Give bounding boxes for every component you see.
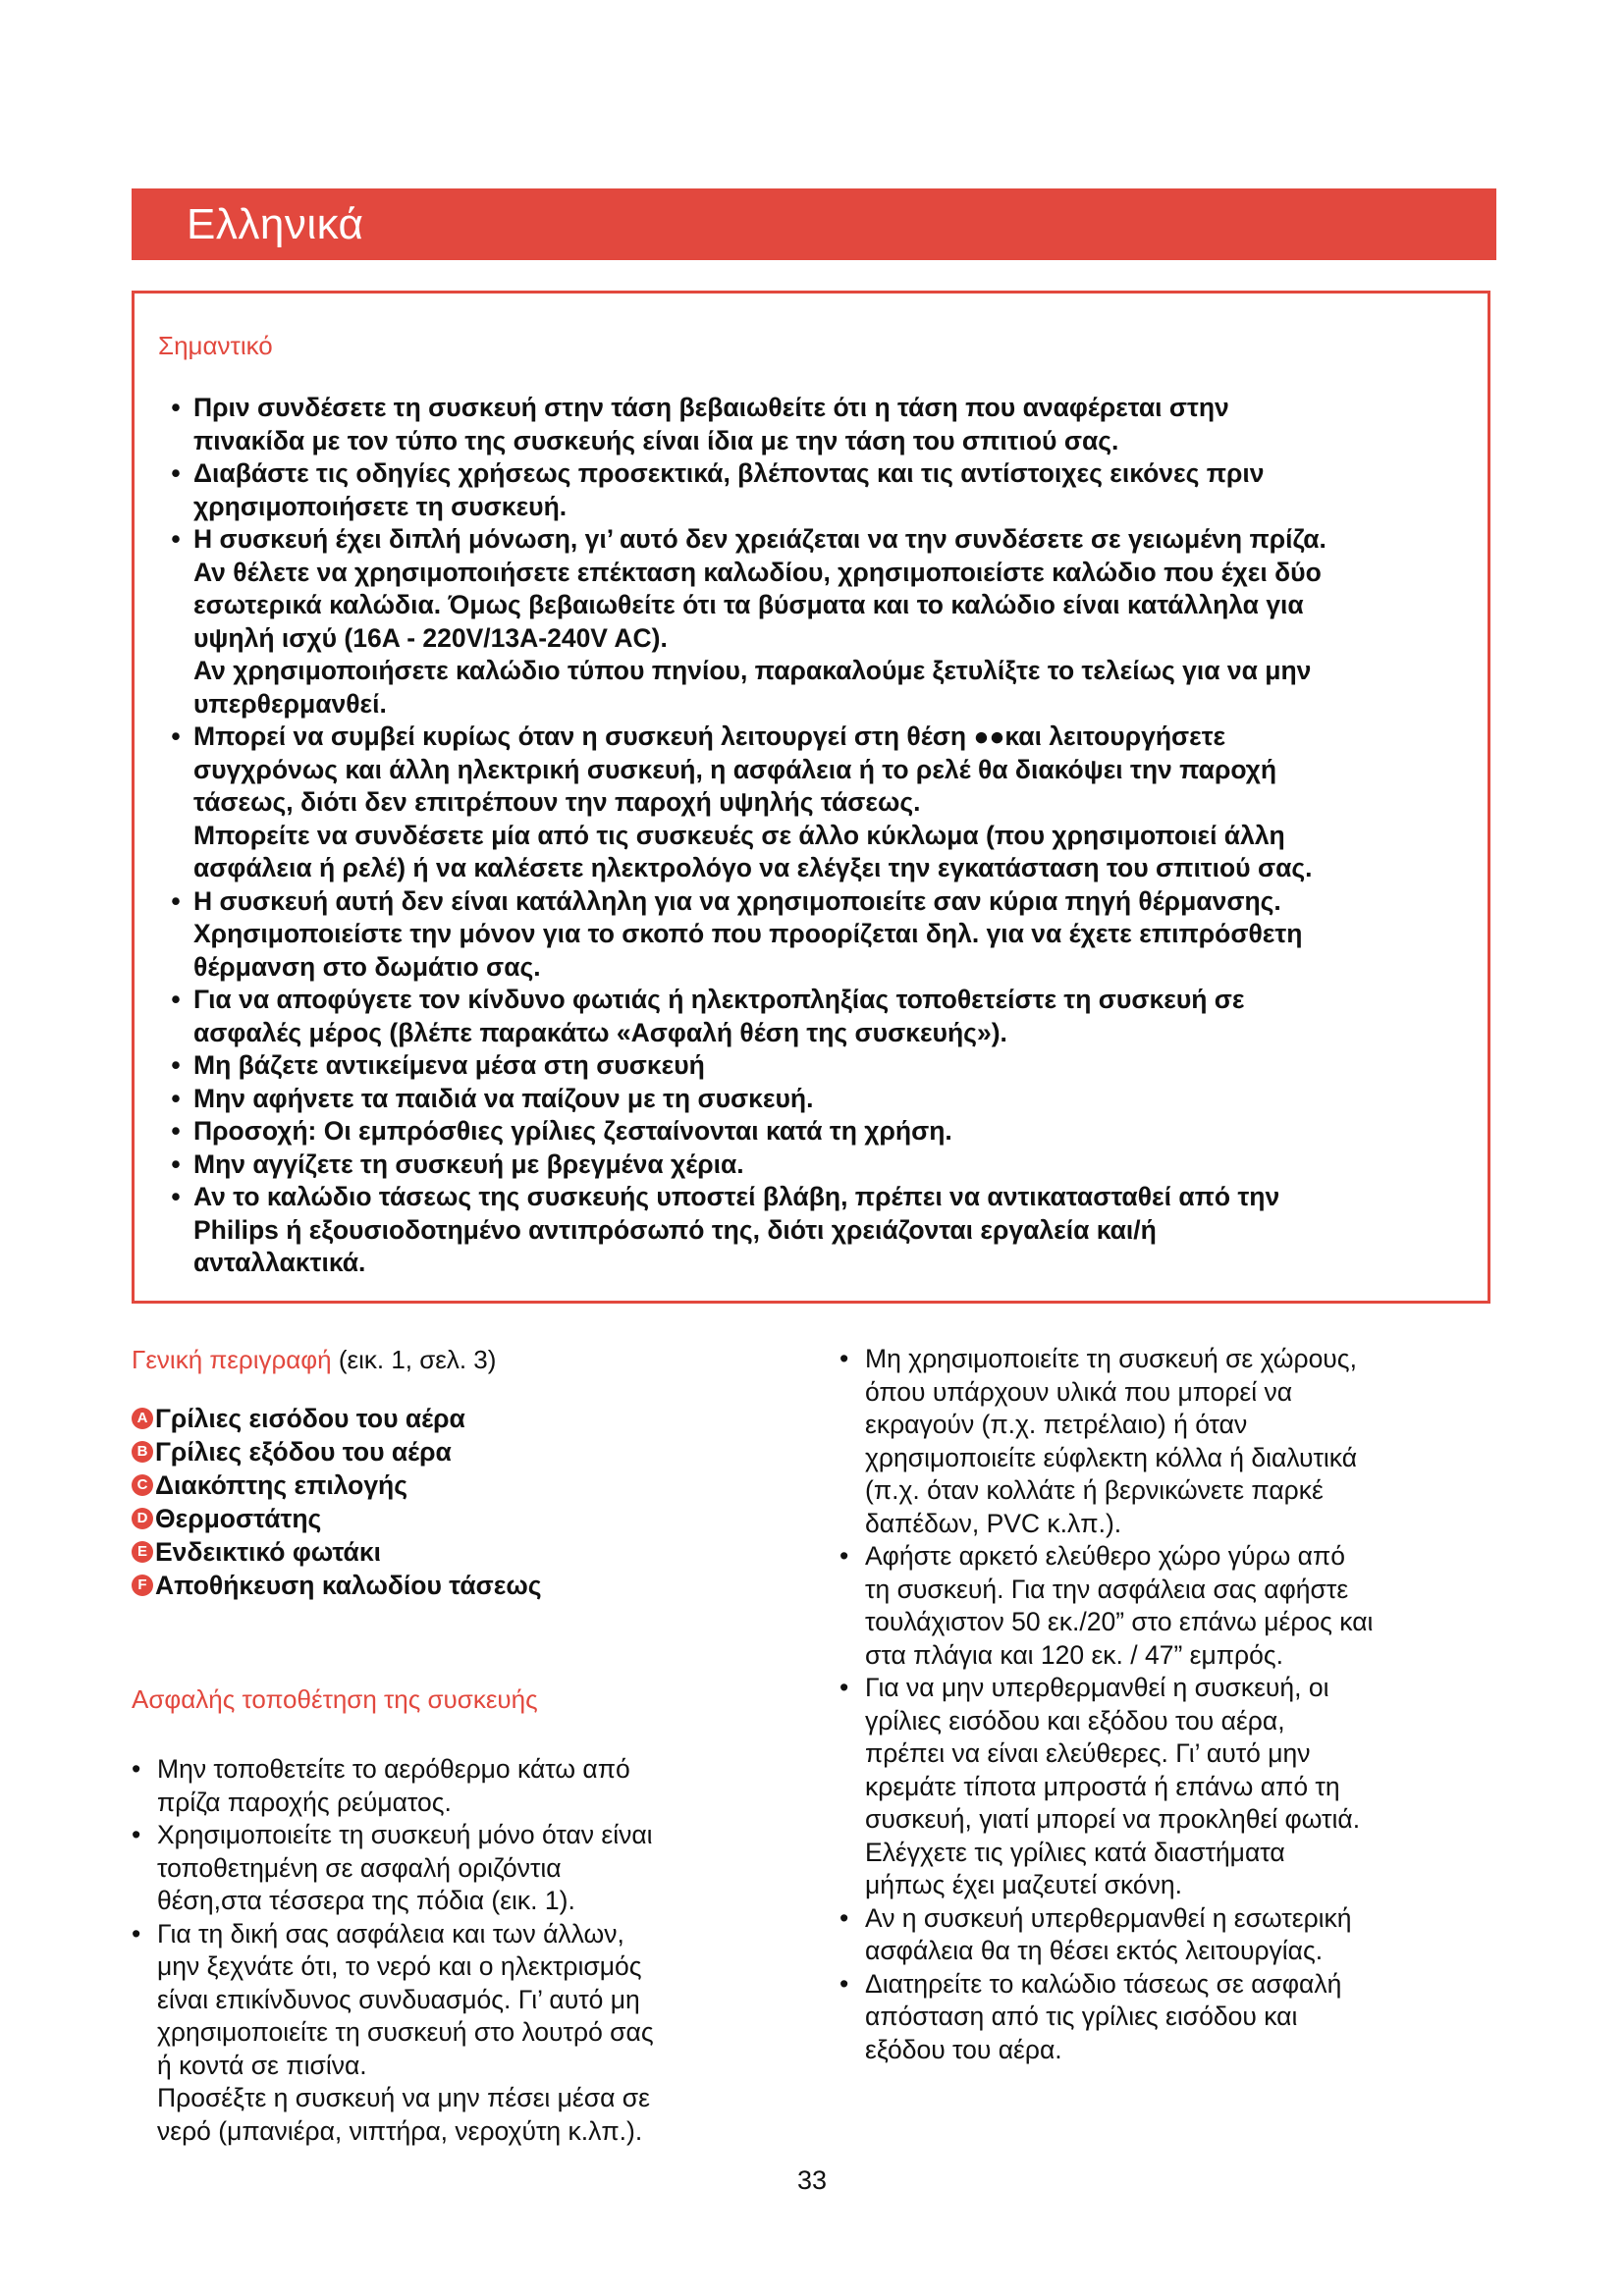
part-item <box>132 1569 799 1602</box>
important-item: • Μην αγγίζετε τη συσκευή με βρεγμένα χέρια. <box>158 1148 1474 1182</box>
safety-item: • Μη χρησιμοποιείτε τη συσκευή σε χώρους, όπου υπάρχουν υλικά που μπορεί να εκραγούν (π.χ. πετρέλαιο) ή όταν χρησιμοποιείτε εύφλεκτη κόλλα ή διαλυτικά (π.χ. όταν κολλάτε ή βερνικώνετε παρκέ δαπέδων, PVC κ.λπ.). <box>839 1343 1507 1540</box>
right-column <box>839 1343 1507 2066</box>
safety-item: • Μην τοποθετείτε το αερόθερμο κάτω από πρίζα παροχής ρεύματος. <box>132 1753 799 1819</box>
part-badge-icon: D <box>132 1508 153 1529</box>
safety-item: • Αν η συσκευή υπερθερμανθεί η εσωτερική ασφάλεια θα τη θέσει εκτός λειτουργίας. <box>839 1902 1507 1968</box>
part-badge-icon: E <box>132 1541 153 1563</box>
general-description-title: Γενική περιγραφή <box>132 1345 332 1374</box>
part-badge-icon: F <box>132 1575 153 1596</box>
page-number: 33 <box>796 2165 828 2195</box>
safety-item: • Διατηρείτε το καλώδιο τάσεως σε ασφαλή απόσταση από τις γρίλιες εισόδου και εξόδου του αέρα. <box>839 1968 1507 2067</box>
language-banner <box>132 188 1496 260</box>
important-item: • Μην αφήνετε τα παιδιά να παίζουν με τη συσκευή. <box>158 1083 1474 1116</box>
important-box <box>132 291 1490 1304</box>
part-label: Θερμοστάτης <box>155 1504 322 1533</box>
important-item: • Πριν συνδέσετε τη συσκευή στην τάση βεβαιωθείτε ότι η τάση που αναφέρεται στην πινακίδα με τον τύπο της συσκευής είναι ίδια με την τάση του σπιτιού σας. <box>158 392 1474 457</box>
part-label: Ενδεικτικό φωτάκι <box>155 1537 381 1567</box>
part-item <box>132 1435 799 1468</box>
left-column <box>132 1343 799 2148</box>
general-description-heading <box>132 1343 799 1376</box>
safety-item: • Για τη δική σας ασφάλεια και των άλλων, μην ξεχνάτε ότι, το νερό και ο ηλεκτρισμός είναι επικίνδυνος συνδυασμός. Γι’ αυτό μη χρησιμοποιείτε τη συσκευή στο λουτρό σας ή κοντά σε πισίνα. Προσέξτε η συσκευή να μην πέσει μέσα σε νερό (μπανιέρα, νιπτήρα, νεροχύτη κ.λπ.). <box>132 1918 799 2149</box>
safety-item: • Για να μην υπερθερμανθεί η συσκευή, οι γρίλιες εισόδου και εξόδου του αέρα, πρέπει να είναι ελεύθερες. Γι’ αυτό μην κρεμάτε τίποτα μπροστά ή επάνω από τη συσκευή, γιατί μπορεί να προκληθεί φωτιά. Ελέγχετε τις γρίλιες κατά διαστήματα μήπως έχει μαζευτεί σκόνη. <box>839 1672 1507 1902</box>
safety-item: • Χρησιμοποιείτε τη συσκευή μόνο όταν είναι τοποθετημένη σε ασφαλή οριζόντια θέση,στα τέσσερα της πόδια (εικ. 1). <box>132 1819 799 1918</box>
part-badge-icon: C <box>132 1474 153 1496</box>
important-item: • Η συσκευή έχει διπλή μόνωση, γι’ αυτό δεν χρειάζεται να την συνδέσετε σε γειωμένη πρίζα. Αν θέλετε να χρησιμοποιήσετε επέκταση καλωδίου, χρησιμοποιείστε καλώδιο που έχει δύο εσωτερικά καλώδια. Όμως βεβαιωθείτε ότι τα βύσματα και το καλώδιο είναι κατάλληλα για υψηλή ισχύ (16A - 220V/13A-240V AC). Αν χρησιμοποιήσετε καλώδιο τύπου πηνίου, παρακαλούμε ξετυλίξτε το τελείως για να μην υπερθερμανθεί. <box>158 523 1474 721</box>
important-item: • Η συσκευή αυτή δεν είναι κατάλληλη για να χρησιμοποιείτε σαν κύρια πηγή θέρμανσης. Χρησιμοποιείστε την μόνον για το σκοπό που προορίζεται δηλ. για να έχετε επιπρόσθετη θέρμανση στο δωμάτιο σας. <box>158 885 1474 985</box>
language-title: Ελληνικά <box>187 200 364 248</box>
part-label: Γρίλιες εξόδου του αέρα <box>155 1437 452 1467</box>
part-item <box>132 1502 799 1535</box>
safety-list <box>132 1753 799 2148</box>
part-item <box>132 1402 799 1435</box>
part-item <box>132 1535 799 1569</box>
important-item: • Αν το καλώδιο τάσεως της συσκευής υποστεί βλάβη, πρέπει να αντικατασταθεί από την Philips ή εξουσιοδοτημένο αντιπρόσωπό της, διότι χρειάζονται εργαλεία και/ή ανταλλακτικά. <box>158 1181 1474 1280</box>
important-list <box>158 392 1474 1280</box>
parts-list <box>132 1402 799 1602</box>
safety-heading: Ασφαλής τοποθέτηση της συσκευής <box>132 1684 538 1714</box>
important-title: Σημαντικό <box>158 331 273 360</box>
part-badge-icon: B <box>132 1441 153 1463</box>
important-item: • Μη βάζετε αντικείμενα μέσα στη συσκευή <box>158 1049 1474 1083</box>
part-item <box>132 1468 799 1502</box>
important-item: • Μπορεί να συμβεί κυρίως όταν η συσκευή λειτουργεί στη θέση ●●και λειτουργήσετε συγχρόνως και άλλη ηλεκτρική συσκευή, η ασφάλεια ή το ρελέ θα διακόψει την παροχή τάσεως, διότι δεν επιτρέπουν την παροχή υψηλής τάσεως. Μπορείτε να συνδέσετε μία από τις συσκευές σε άλλο κύκλωμα (που χρησιμοποιεί άλλη ασφάλεια ή ρελέ) ή να καλέσετε ηλεκτρολόγο να ελέγξει την εγκατάσταση του σπιτιού σας. <box>158 721 1474 885</box>
important-item: • Για να αποφύγετε τον κίνδυνο φωτιάς ή ηλεκτροπληξίας τοποθετείστε τη συσκευή σε ασφαλές μέρος (βλέπε παρακάτω «Ασφαλή θέση της συσκευής»). <box>158 984 1474 1049</box>
important-item: • Διαβάστε τις οδηγίες χρήσεως προσεκτικά, βλέποντας και τις αντίστοιχες εικόνες πριν χρησιμοποιήσετε τη συσκευή. <box>158 457 1474 523</box>
important-item: • Προσοχή: Οι εμπρόσθιες γρίλιες ζεσταίνονται κατά τη χρήση. <box>158 1115 1474 1148</box>
safety-item: • Αφήστε αρκετό ελεύθερο χώρο γύρω από τη συσκευή. Για την ασφάλεια σας αφήστε τουλάχιστον 50 εκ./20” στο επάνω μέρος και στα πλάγια και 120 εκ. / 47” εμπρός. <box>839 1540 1507 1672</box>
safety-list-continued <box>839 1343 1507 2066</box>
part-label: Αποθήκευση καλωδίου τάσεως <box>155 1571 542 1600</box>
general-description-ref: (εικ. 1, σελ. 3) <box>338 1345 497 1374</box>
part-label: Διακόπτης επιλογής <box>155 1470 408 1500</box>
part-badge-icon: A <box>132 1408 153 1429</box>
part-label: Γρίλιες εισόδου του αέρα <box>155 1404 465 1433</box>
